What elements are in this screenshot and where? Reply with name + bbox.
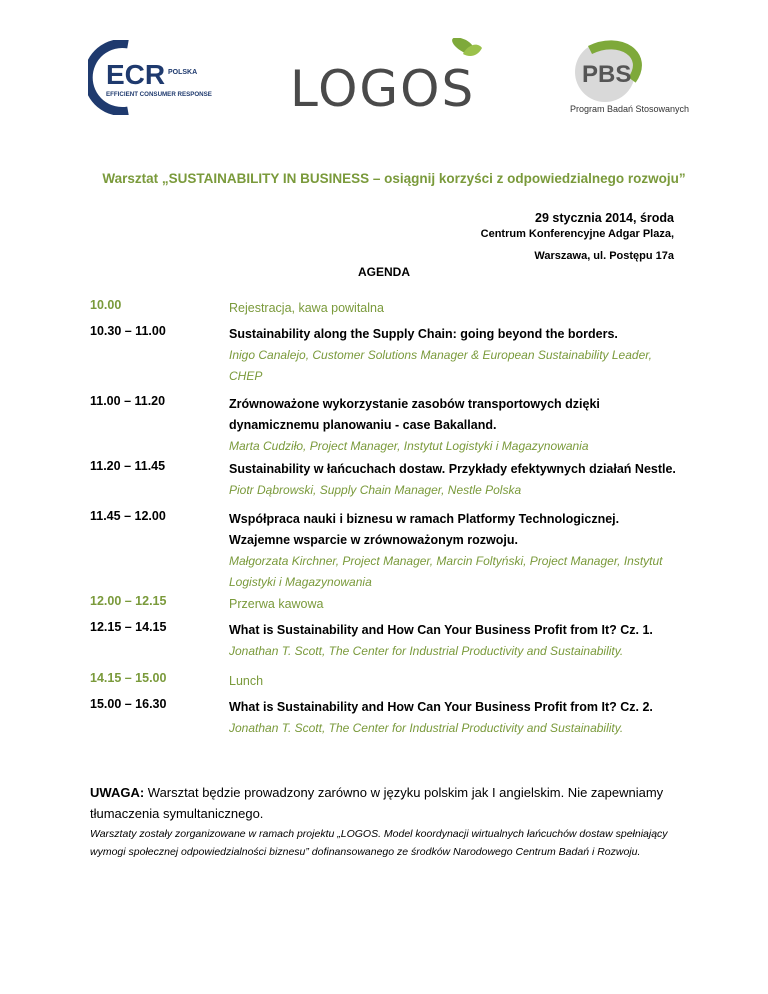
pbs-logo [570, 40, 690, 120]
agenda-title: Zrównoważone wykorzystanie zasobów transportowych dzięki dynamicznemu planowaniu - case Bakalland. [229, 397, 600, 432]
agenda-time: 10.30 – 11.00 [90, 324, 166, 338]
logos-project-logo-text: LOGOS [290, 60, 476, 113]
agenda-time: 14.15 – 15.00 [90, 671, 167, 685]
agenda-title: Sustainability w łańcuchach dostaw. Przykłady efektywnych działań Nestle. [229, 462, 676, 476]
ecr-logo [88, 40, 238, 115]
logo-bar [0, 0, 768, 130]
funding-footer: Warsztaty zostały zorganizowane w ramach projektu „LOGOS. Model koordynacji wirtualnych łańcuchów dostaw spełniający wymogi społecznej odpowiedzialności biznesu” dofinansowanego ze środków Narodowego Centrum Badań i Rozwoju. [90, 828, 668, 858]
venue-address: Warszawa, ul. Postępu 17a [534, 250, 674, 262]
agenda-title: Lunch [229, 674, 264, 688]
logos-project-logo [288, 38, 488, 113]
agenda-speaker: Inigo Canalejo, Customer Solutions Manager & European Sustainability Leader, CHEP [229, 348, 652, 383]
ecr-logo-tagline: EFFICIENT CONSUMER RESPONSE [106, 91, 212, 98]
agenda-title: Współpraca nauki i biznesu w ramach Platformy Technologicznej. Wzajemne wsparcie w zrównoważonym rozwoju. [229, 512, 620, 547]
agenda-title: What is Sustainability and How Can Your Business Profit from It? Cz. 1. [229, 623, 653, 637]
agenda-speaker: Jonathan T. Scott, The Center for Industrial Productivity and Sustainability. [229, 721, 624, 735]
ecr-logo-text: ECR [106, 59, 166, 90]
agenda-time: 12.00 – 12.15 [90, 594, 167, 608]
pbs-logo-caption: Program Badań Stosowanych [570, 104, 690, 114]
agenda-title: Sustainability along the Supply Chain: going beyond the borders. [229, 327, 618, 341]
event-venue [481, 223, 674, 267]
language-note [90, 782, 690, 824]
agenda-speaker: Marta Cudziło, Project Manager, Instytut Logistyki i Magazynowania [229, 439, 589, 453]
agenda-time: 11.00 – 11.20 [90, 394, 166, 408]
workshop-title: Warsztat „SUSTAINABILITY IN BUSINESS – osiągnij korzyści z odpowiedzialnego rozwoju” [102, 171, 686, 186]
agenda-time: 11.20 – 11.45 [90, 459, 166, 473]
agenda-time: 12.15 – 14.15 [90, 620, 167, 634]
agenda-time: 10.00 [90, 298, 122, 312]
agenda-time: 15.00 – 16.30 [90, 697, 167, 711]
agenda-speaker: Małgorzata Kirchner, Project Manager, Marcin Foltyński, Project Manager, Instytut Logistyki i Magazynowania [229, 554, 663, 589]
agenda-title: Przerwa kawowa [229, 597, 324, 611]
agenda-title: Rejestracja, kawa powitalna [229, 301, 384, 315]
agenda-heading: AGENDA [357, 265, 410, 279]
venue-name: Centrum Konferencyjne Adgar Plaza, [480, 228, 674, 240]
agenda-title: What is Sustainability and How Can Your Business Profit from It? Cz. 2. [229, 700, 653, 714]
note-label: UWAGA: [90, 785, 145, 800]
pbs-logo-text: PBS [582, 61, 632, 88]
ecr-logo-country: POLSKA [168, 69, 198, 76]
event-date: 29 stycznia 2014, środa [535, 211, 674, 225]
agenda-speaker: Jonathan T. Scott, The Center for Industrial Productivity and Sustainability. [229, 644, 624, 658]
note-text: Warsztat będzie prowadzony zarówno w języku polskim jak I angielskim. Nie zapewniamy tłumaczenia symultanicznego. [90, 785, 664, 821]
agenda-speaker: Piotr Dąbrowski, Supply Chain Manager, Nestle Polska [229, 483, 522, 497]
agenda-time: 11.45 – 12.00 [90, 509, 166, 523]
